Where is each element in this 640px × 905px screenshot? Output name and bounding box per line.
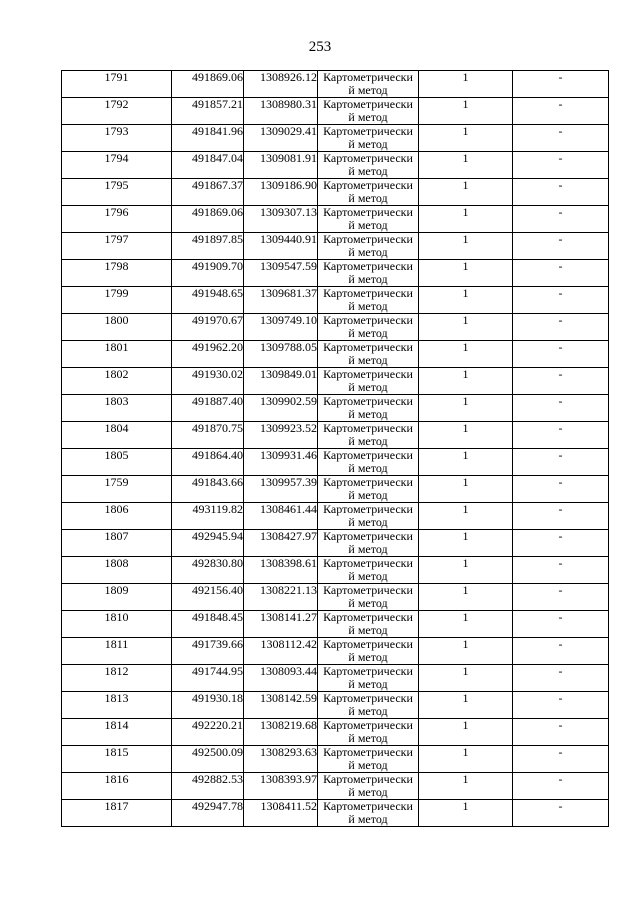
description-cell: - (513, 71, 609, 98)
method-text: Картометрический метод (323, 232, 413, 259)
table-row (62, 287, 609, 314)
description-cell: - (513, 746, 609, 773)
table-row (62, 71, 609, 98)
point-number-cell: 1797 (62, 233, 172, 260)
description-cell: - (513, 233, 609, 260)
accuracy-cell: 1 (419, 503, 513, 530)
method-cell (318, 395, 419, 422)
method-cell (318, 422, 419, 449)
description-cell: - (513, 719, 609, 746)
table-row (62, 314, 609, 341)
accuracy-cell: 1 (419, 746, 513, 773)
y-coordinate-cell: 1309923.52 (244, 422, 318, 449)
x-coordinate-cell: 491857.21 (172, 98, 244, 125)
x-coordinate-cell: 492945.94 (172, 530, 244, 557)
method-cell (318, 368, 419, 395)
description-cell: - (513, 422, 609, 449)
method-text: Картометрический метод (323, 205, 413, 232)
point-number-cell: 1802 (62, 368, 172, 395)
accuracy-cell: 1 (419, 395, 513, 422)
y-coordinate-cell: 1308427.97 (244, 530, 318, 557)
accuracy-cell: 1 (419, 584, 513, 611)
x-coordinate-cell: 493119.82 (172, 503, 244, 530)
method-text: Картометрический метод (323, 286, 413, 313)
table-row (62, 395, 609, 422)
method-text: Картометрический метод (323, 367, 413, 394)
y-coordinate-cell: 1308142.59 (244, 692, 318, 719)
accuracy-cell: 1 (419, 719, 513, 746)
x-coordinate-cell: 492220.21 (172, 719, 244, 746)
accuracy-cell: 1 (419, 152, 513, 179)
point-number-cell: 1811 (62, 638, 172, 665)
accuracy-cell: 1 (419, 260, 513, 287)
x-coordinate-cell: 491930.18 (172, 692, 244, 719)
accuracy-cell: 1 (419, 341, 513, 368)
method-cell (318, 179, 419, 206)
point-number-cell: 1796 (62, 206, 172, 233)
description-cell: - (513, 314, 609, 341)
accuracy-cell: 1 (419, 206, 513, 233)
accuracy-cell: 1 (419, 314, 513, 341)
accuracy-cell: 1 (419, 476, 513, 503)
page-number: 253 (308, 39, 332, 55)
method-text: Картометрический метод (323, 637, 413, 664)
description-cell: - (513, 692, 609, 719)
method-text: Картометрический метод (323, 583, 413, 610)
y-coordinate-cell: 1308141.27 (244, 611, 318, 638)
x-coordinate-cell: 491870.75 (172, 422, 244, 449)
accuracy-cell: 1 (419, 773, 513, 800)
point-number-cell: 1810 (62, 611, 172, 638)
table-row (62, 665, 609, 692)
accuracy-cell: 1 (419, 692, 513, 719)
method-cell (318, 611, 419, 638)
method-text: Картометрический метод (323, 691, 413, 718)
table-row (62, 773, 609, 800)
description-cell: - (513, 449, 609, 476)
description-cell: - (513, 611, 609, 638)
accuracy-cell: 1 (419, 611, 513, 638)
point-number-cell: 1807 (62, 530, 172, 557)
accuracy-cell: 1 (419, 422, 513, 449)
point-number-cell: 1805 (62, 449, 172, 476)
accuracy-cell: 1 (419, 179, 513, 206)
point-number-cell: 1801 (62, 341, 172, 368)
y-coordinate-cell: 1309081.91 (244, 152, 318, 179)
point-number-cell: 1806 (62, 503, 172, 530)
y-coordinate-cell: 1308293.63 (244, 746, 318, 773)
point-number-cell: 1808 (62, 557, 172, 584)
table-row (62, 746, 609, 773)
x-coordinate-cell: 491848.45 (172, 611, 244, 638)
description-cell: - (513, 152, 609, 179)
method-text: Картометрический метод (323, 313, 413, 340)
point-number-cell: 1812 (62, 665, 172, 692)
method-cell (318, 287, 419, 314)
description-cell: - (513, 800, 609, 827)
y-coordinate-cell: 1309547.59 (244, 260, 318, 287)
method-cell (318, 773, 419, 800)
method-cell (318, 746, 419, 773)
method-cell (318, 71, 419, 98)
method-cell (318, 152, 419, 179)
point-number-cell: 1804 (62, 422, 172, 449)
description-cell: - (513, 638, 609, 665)
table-row (62, 341, 609, 368)
table-row (62, 719, 609, 746)
method-text: Картометрический метод (323, 394, 413, 421)
accuracy-cell: 1 (419, 449, 513, 476)
x-coordinate-cell: 491739.66 (172, 638, 244, 665)
method-text: Картометрический метод (323, 97, 413, 124)
method-cell (318, 584, 419, 611)
x-coordinate-cell: 491909.70 (172, 260, 244, 287)
y-coordinate-cell: 1309931.46 (244, 449, 318, 476)
accuracy-cell: 1 (419, 530, 513, 557)
point-number-cell: 1817 (62, 800, 172, 827)
x-coordinate-cell: 492830.80 (172, 557, 244, 584)
y-coordinate-cell: 1309749.10 (244, 314, 318, 341)
table-row (62, 611, 609, 638)
accuracy-cell: 1 (419, 368, 513, 395)
x-coordinate-cell: 491887.40 (172, 395, 244, 422)
point-number-cell: 1816 (62, 773, 172, 800)
description-cell: - (513, 98, 609, 125)
x-coordinate-cell: 491970.67 (172, 314, 244, 341)
table-row (62, 152, 609, 179)
method-text: Картометрический метод (323, 259, 413, 286)
point-number-cell: 1813 (62, 692, 172, 719)
method-text: Картометрический метод (323, 799, 413, 826)
x-coordinate-cell: 491744.95 (172, 665, 244, 692)
description-cell: - (513, 395, 609, 422)
method-text: Картометрический метод (323, 664, 413, 691)
x-coordinate-cell: 491869.06 (172, 71, 244, 98)
table-row (62, 476, 609, 503)
description-cell: - (513, 584, 609, 611)
point-number-cell: 1798 (62, 260, 172, 287)
table-row (62, 98, 609, 125)
x-coordinate-cell: 491930.02 (172, 368, 244, 395)
accuracy-cell: 1 (419, 800, 513, 827)
description-cell: - (513, 206, 609, 233)
table-row (62, 125, 609, 152)
method-cell (318, 449, 419, 476)
method-cell (318, 557, 419, 584)
x-coordinate-cell: 492882.53 (172, 773, 244, 800)
method-text: Картометрический метод (323, 745, 413, 772)
y-coordinate-cell: 1308112.42 (244, 638, 318, 665)
accuracy-cell: 1 (419, 557, 513, 584)
point-number-cell: 1795 (62, 179, 172, 206)
description-cell: - (513, 341, 609, 368)
method-text: Картометрический метод (323, 421, 413, 448)
x-coordinate-cell: 491948.65 (172, 287, 244, 314)
point-number-cell: 1792 (62, 98, 172, 125)
x-coordinate-cell: 491841.96 (172, 125, 244, 152)
table-row (62, 584, 609, 611)
accuracy-cell: 1 (419, 665, 513, 692)
method-cell (318, 476, 419, 503)
table-row (62, 206, 609, 233)
description-cell: - (513, 179, 609, 206)
description-cell: - (513, 773, 609, 800)
table-row (62, 557, 609, 584)
point-number-cell: 1815 (62, 746, 172, 773)
method-cell (318, 341, 419, 368)
x-coordinate-cell: 491843.66 (172, 476, 244, 503)
description-cell: - (513, 530, 609, 557)
method-cell (318, 314, 419, 341)
method-cell (318, 665, 419, 692)
table-row (62, 368, 609, 395)
method-cell (318, 692, 419, 719)
x-coordinate-cell: 492156.40 (172, 584, 244, 611)
table-row (62, 260, 609, 287)
table-row (62, 800, 609, 827)
method-cell (318, 719, 419, 746)
y-coordinate-cell: 1309849.01 (244, 368, 318, 395)
method-text: Картометрический метод (323, 556, 413, 583)
point-number-cell: 1791 (62, 71, 172, 98)
accuracy-cell: 1 (419, 287, 513, 314)
table-row (62, 692, 609, 719)
y-coordinate-cell: 1309902.59 (244, 395, 318, 422)
coordinates-table-body (62, 71, 609, 827)
description-cell: - (513, 287, 609, 314)
table-row (62, 638, 609, 665)
method-text: Картометрический метод (323, 70, 413, 97)
x-coordinate-cell: 491864.40 (172, 449, 244, 476)
y-coordinate-cell: 1309788.05 (244, 341, 318, 368)
point-number-cell: 1793 (62, 125, 172, 152)
point-number-cell: 1809 (62, 584, 172, 611)
method-text: Картометрический метод (323, 718, 413, 745)
table-row (62, 530, 609, 557)
y-coordinate-cell: 1309307.13 (244, 206, 318, 233)
table-row (62, 179, 609, 206)
method-text: Картометрический метод (323, 529, 413, 556)
table-row (62, 503, 609, 530)
method-text: Картометрический метод (323, 151, 413, 178)
point-number-cell: 1803 (62, 395, 172, 422)
point-number-cell: 1759 (62, 476, 172, 503)
y-coordinate-cell: 1309957.39 (244, 476, 318, 503)
method-cell (318, 125, 419, 152)
coordinates-table (61, 70, 609, 827)
method-text: Картометрический метод (323, 124, 413, 151)
method-cell (318, 503, 419, 530)
accuracy-cell: 1 (419, 638, 513, 665)
y-coordinate-cell: 1308461.44 (244, 503, 318, 530)
table-row (62, 449, 609, 476)
description-cell: - (513, 665, 609, 692)
method-cell (318, 638, 419, 665)
y-coordinate-cell: 1309440.91 (244, 233, 318, 260)
point-number-cell: 1799 (62, 287, 172, 314)
accuracy-cell: 1 (419, 98, 513, 125)
method-text: Картометрический метод (323, 772, 413, 799)
y-coordinate-cell: 1308219.68 (244, 719, 318, 746)
y-coordinate-cell: 1308221.13 (244, 584, 318, 611)
x-coordinate-cell: 491867.37 (172, 179, 244, 206)
y-coordinate-cell: 1308093.44 (244, 665, 318, 692)
x-coordinate-cell: 491962.20 (172, 341, 244, 368)
method-text: Картометрический метод (323, 475, 413, 502)
x-coordinate-cell: 492500.09 (172, 746, 244, 773)
point-number-cell: 1800 (62, 314, 172, 341)
description-cell: - (513, 503, 609, 530)
description-cell: - (513, 557, 609, 584)
y-coordinate-cell: 1308393.97 (244, 773, 318, 800)
x-coordinate-cell: 491847.04 (172, 152, 244, 179)
method-text: Картометрический метод (323, 502, 413, 529)
y-coordinate-cell: 1309029.41 (244, 125, 318, 152)
x-coordinate-cell: 492947.78 (172, 800, 244, 827)
accuracy-cell: 1 (419, 71, 513, 98)
method-text: Картометрический метод (323, 340, 413, 367)
method-text: Картометрический метод (323, 448, 413, 475)
x-coordinate-cell: 491869.06 (172, 206, 244, 233)
method-text: Картометрический метод (323, 610, 413, 637)
point-number-cell: 1794 (62, 152, 172, 179)
method-cell (318, 260, 419, 287)
accuracy-cell: 1 (419, 233, 513, 260)
method-text: Картометрический метод (323, 178, 413, 205)
description-cell: - (513, 260, 609, 287)
point-number-cell: 1814 (62, 719, 172, 746)
y-coordinate-cell: 1309681.37 (244, 287, 318, 314)
accuracy-cell: 1 (419, 125, 513, 152)
table-row (62, 422, 609, 449)
method-cell (318, 233, 419, 260)
description-cell: - (513, 476, 609, 503)
method-cell (318, 800, 419, 827)
method-cell (318, 206, 419, 233)
description-cell: - (513, 368, 609, 395)
y-coordinate-cell: 1308411.52 (244, 800, 318, 827)
table-row (62, 233, 609, 260)
y-coordinate-cell: 1308980.31 (244, 98, 318, 125)
method-cell (318, 530, 419, 557)
x-coordinate-cell: 491897.85 (172, 233, 244, 260)
description-cell: - (513, 125, 609, 152)
method-cell (318, 98, 419, 125)
y-coordinate-cell: 1308926.12 (244, 71, 318, 98)
y-coordinate-cell: 1309186.90 (244, 179, 318, 206)
y-coordinate-cell: 1308398.61 (244, 557, 318, 584)
